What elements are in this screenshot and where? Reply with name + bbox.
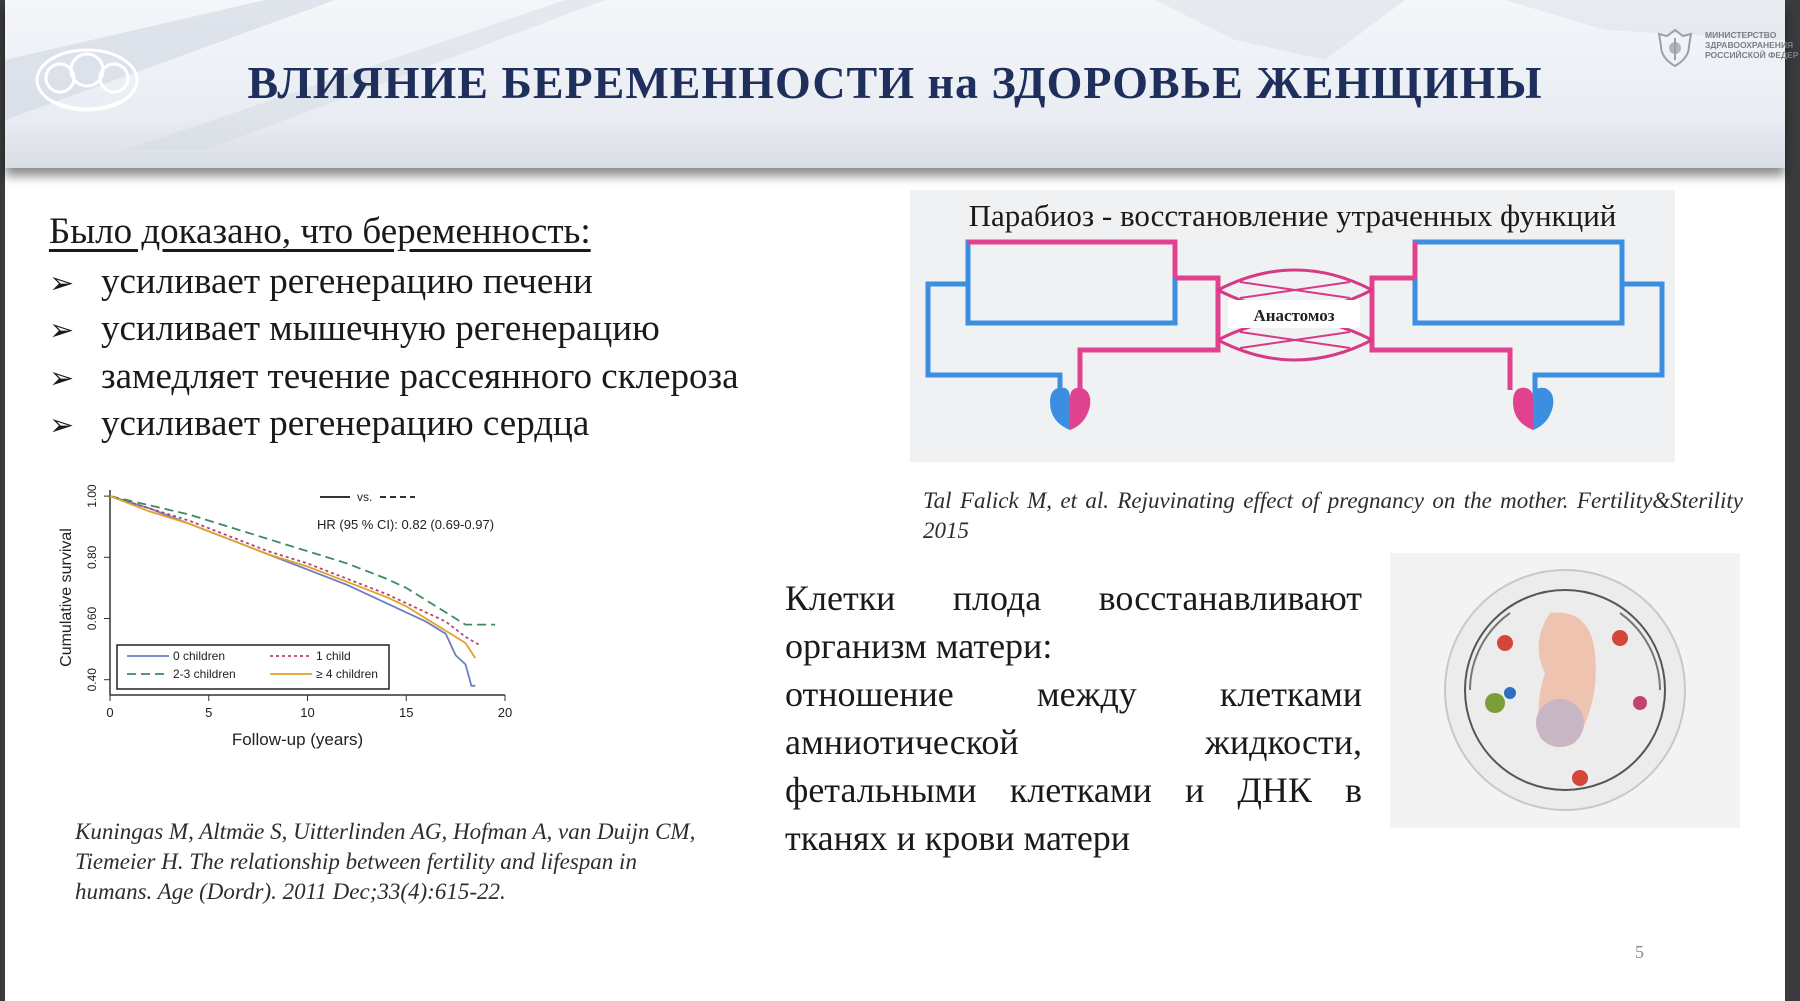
intro-text: Было доказано, что беременность: xyxy=(49,211,591,252)
y-tick-label: 0.60 xyxy=(85,606,99,631)
text-line: амниотической жидкости, xyxy=(785,722,1362,762)
legend-label: 1 child xyxy=(316,649,351,663)
bullet-item xyxy=(49,307,660,350)
citation-kuningas: Kuningas M, Altmäe S, Uitterlinden AG, Hofman A, van Duijn CM, Tiemeier H. The relationship between fertility and lifespan in humans. Age (Dordr). 2011 Dec;33(4):615-22. xyxy=(75,819,696,904)
right-animal-box xyxy=(1415,242,1622,323)
bullet-text: усиливает регенерацию печени xyxy=(101,261,593,302)
x-tick-label: 5 xyxy=(205,705,213,720)
arrow-bullet-icon: ➢ xyxy=(49,313,75,348)
vs-label: vs. xyxy=(357,490,373,504)
arrow-bullet-icon: ➢ xyxy=(49,408,75,443)
bullet-text: замедляет течение рассеянного склероза xyxy=(101,356,739,397)
fetal-cells-text xyxy=(785,574,1362,862)
x-tick-label: 10 xyxy=(300,705,315,720)
bullet-item xyxy=(49,402,589,445)
fetal-cells-illustration xyxy=(1390,553,1740,828)
bullet-text: усиливает регенерацию сердца xyxy=(101,403,590,444)
text-line: тканях и крови матери xyxy=(785,818,1131,858)
hr-annotation: HR (95 % CI): 0.82 (0.69-0.97) xyxy=(317,517,495,532)
bullet-text: усиливает мышечную регенерацию xyxy=(101,308,660,349)
y-tick-label: 0.40 xyxy=(85,668,99,692)
x-tick-label: 15 xyxy=(399,705,414,720)
x-tick-label: 0 xyxy=(106,705,114,720)
parabiosis-title: Парабиоз - восстановление утраченных функций xyxy=(968,198,1617,233)
parabiosis-diagram xyxy=(910,190,1675,462)
left-heart-icon xyxy=(1050,388,1090,430)
anastomosis-label: Анастомоз xyxy=(1253,306,1335,325)
text-line: Клетки плода восстанавливают xyxy=(785,578,1362,618)
text-line: отношение между клетками xyxy=(785,674,1362,714)
ministry-name: МИНИСТЕРСТВО ЗДРАВООХРАНЕНИЯ РОССИЙСКОЙ ФЕДЕР xyxy=(1705,30,1799,60)
arrow-bullet-icon: ➢ xyxy=(49,361,75,396)
left-animal-box xyxy=(968,242,1175,323)
slide-header xyxy=(5,0,1799,168)
y-tick-label: 1.00 xyxy=(85,484,99,508)
bullet-item xyxy=(49,260,593,303)
citation-tal-falick: Tal Falick M, et al. Rejuvinating effect of pregnancy on the mother. Fertility&Sterility 2015 xyxy=(923,488,1743,543)
survival-chart xyxy=(55,485,595,795)
slide-title: ВЛИЯНИЕ БЕРЕМЕННОСТИ на ЗДОРОВЬЕ ЖЕНЩИНЫ xyxy=(247,57,1543,108)
slide xyxy=(5,0,1799,1001)
ministry-logo xyxy=(1655,26,1799,66)
y-tick-label: 0.80 xyxy=(85,545,99,569)
page-number: 5 xyxy=(1635,942,1644,962)
legend-label: 2-3 children xyxy=(173,667,236,681)
ministry-emblem-icon xyxy=(1655,26,1695,68)
legend-label: 0 children xyxy=(173,649,226,663)
legend-label: ≥ 4 children xyxy=(316,667,378,681)
y-axis-label: Cumulative survival xyxy=(58,528,75,667)
bullet-item xyxy=(49,355,739,398)
arrow-bullet-icon: ➢ xyxy=(49,266,75,301)
text-line: фетальными клетками и ДНК в xyxy=(785,770,1362,810)
x-tick-label: 20 xyxy=(497,705,513,720)
x-axis-label: Follow-up (years) xyxy=(231,730,364,749)
text-line: организм матери: xyxy=(785,626,1053,666)
